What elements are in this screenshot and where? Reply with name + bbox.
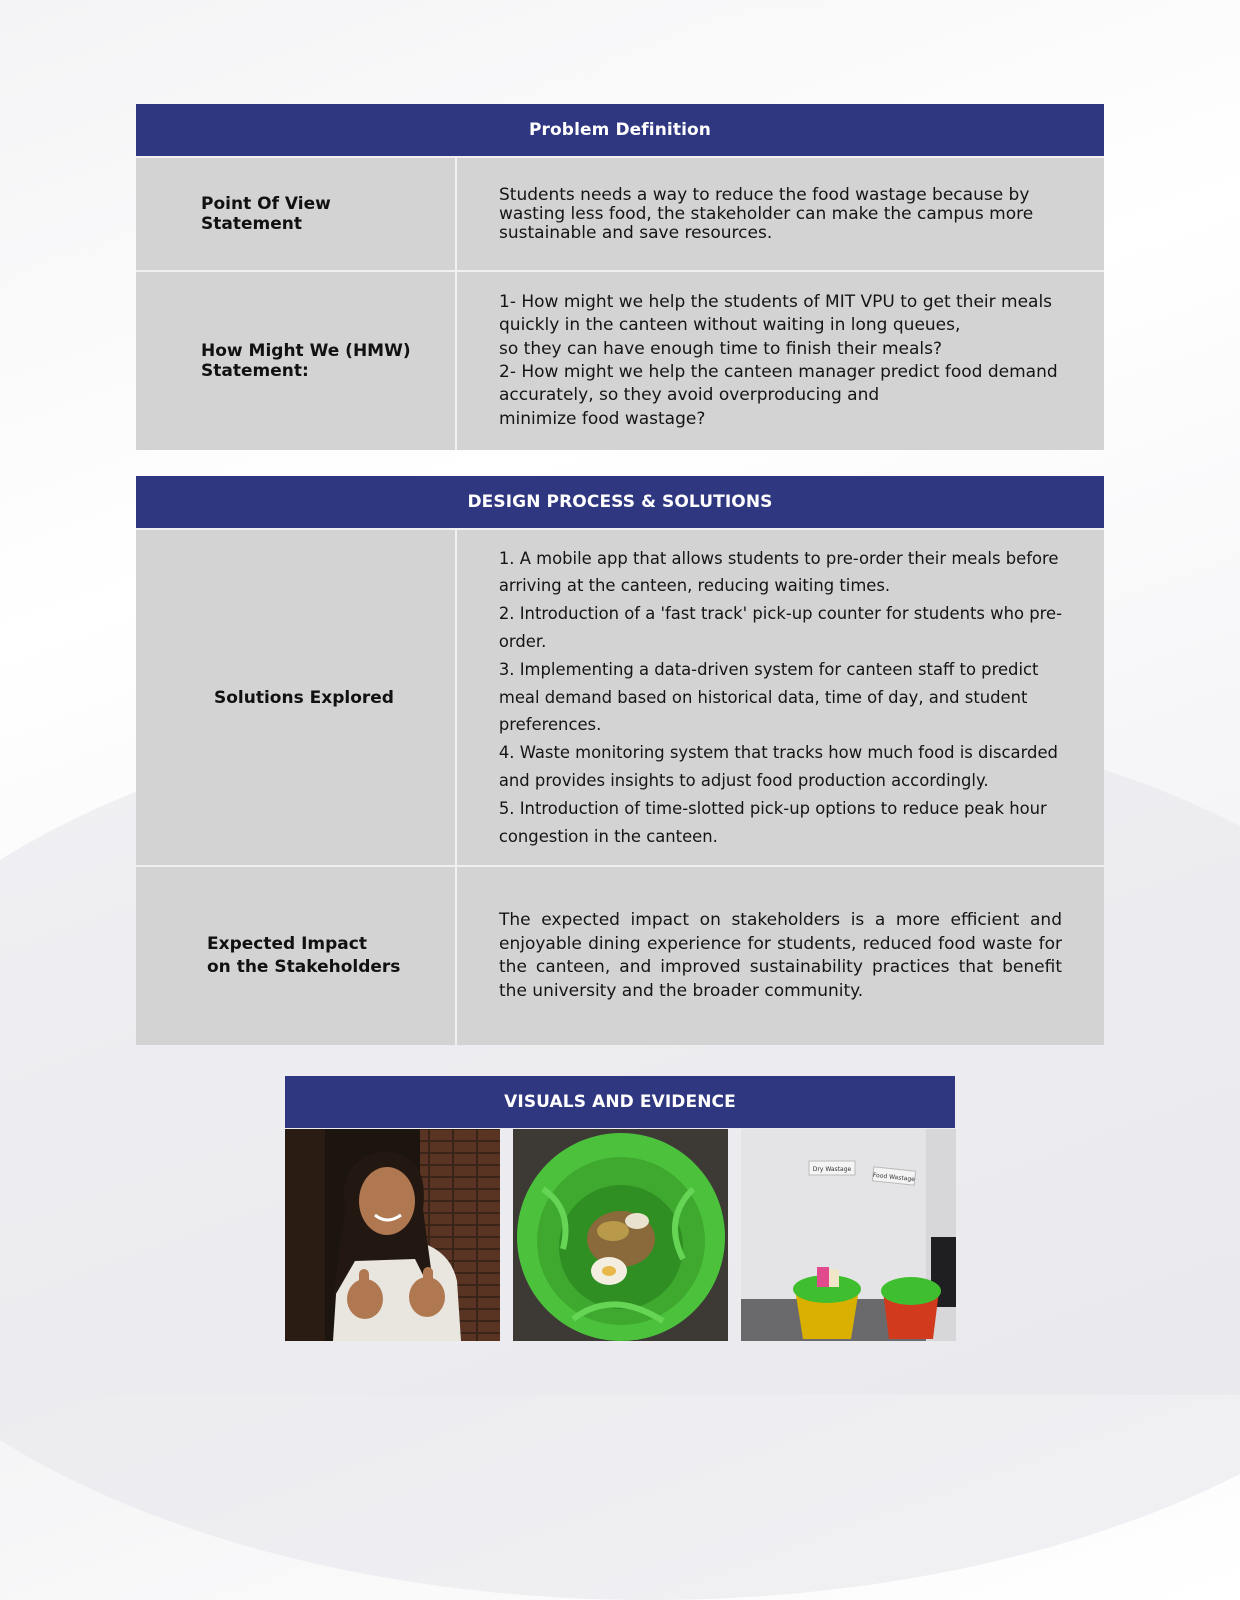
design-process-header: DESIGN PROCESS & SOLUTIONS [136,476,1104,528]
solution-line: preferences. [498,715,602,735]
hmw-label-line: Statement: [201,361,309,381]
impact-paragraph: The expected impact on stakeholders is a more efficient and enjoyable dining experience for students, reduced food waste for the canteen, and improved sustainability practices that benefit the university and the broader community. [499,910,1062,1001]
pov-label [136,158,457,270]
hmw-statement [457,272,1104,450]
hmw-line: accurately, so they avoid overproducing and [499,385,880,406]
solution-line: meal demand based on historical data, time of day, and student [498,687,1028,707]
solutions-label: Solutions Explored [136,530,457,865]
impact-text [457,867,1104,1045]
impact-row [136,865,1104,1045]
impact-label [136,867,457,1045]
impact-label-line: on the Stakeholders [207,957,401,977]
hmw-label [136,272,457,450]
photo-wastage-bins [741,1129,956,1341]
hmw-line: minimize food wastage? [499,408,706,429]
problem-definition-header: Problem Definition [136,104,1104,156]
pov-label-line: Point Of View [201,194,331,214]
pov-label-line: Statement [201,214,302,234]
evidence-photos [285,1129,956,1341]
pov-line: wasting less food, the stakeholder can make the campus more [499,203,1034,224]
solutions-list [457,530,1104,865]
solution-line: and provides insights to adjust food production accordingly. [498,770,989,790]
solution-line: 1. A mobile app that allows students to pre-order their meals before [498,548,1059,568]
bin-label-dry: Dry Wastage [812,1166,852,1173]
wastage-bins-illustration [741,1129,956,1341]
pov-row [136,156,1104,270]
pov-statement [457,158,1104,270]
hmw-line: so they can have enough time to finish their meals? [499,338,943,359]
impact-label-line: Expected Impact [207,934,367,954]
solution-line: 4. Waste monitoring system that tracks how much food is discarded [498,743,1058,763]
hmw-line: quickly in the canteen without waiting in long queues, [499,315,961,336]
food-waste-illustration [513,1129,728,1341]
solution-line: arriving at the canteen, reducing waiting times. [498,576,891,596]
pov-line: sustainable and save resources. [499,222,773,243]
solution-line: congestion in the canteen. [498,826,718,846]
design-process-table [136,476,1104,1045]
solution-line: 2. Introduction of a 'fast track' pick-up counter for students who pre- [498,604,1062,624]
student-photo-illustration [285,1129,500,1341]
hmw-label-line: How Might We (HMW) [201,341,411,361]
solutions-row [136,528,1104,865]
solution-line: order. [498,632,547,651]
hmw-row [136,270,1104,450]
photo-food-waste-bin [513,1129,728,1341]
hmw-line: 1- How might we help the students of MIT VPU to get their meals [499,292,1053,313]
photo-student-thumbs-up [285,1129,500,1341]
pov-line: Students needs a way to reduce the food wastage because by [499,184,1030,205]
solution-line: 5. Introduction of time-slotted pick-up options to reduce peak hour [498,798,1047,818]
bin-label-food: Food Wastage [872,1171,916,1184]
visuals-section [285,1076,955,1128]
visuals-header: VISUALS AND EVIDENCE [285,1076,955,1128]
problem-definition-table [136,104,1104,450]
solution-line: 3. Implementing a data-driven system for canteen staff to predict [498,659,1039,679]
hmw-line: 2- How might we help the canteen manager predict food demand [499,362,1058,382]
